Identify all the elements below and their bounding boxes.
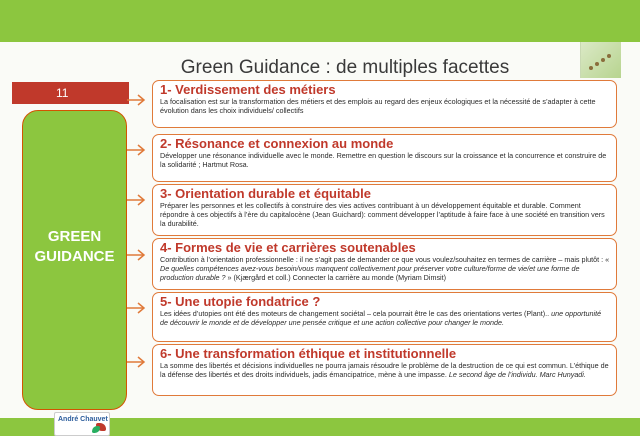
card-title: 3- Orientation durable et équitable [160, 186, 371, 201]
corner-decoration-image [580, 42, 621, 78]
card-text: Préparer les personnes et les collectifs à construire des vies actives contribuant à un développement équitable et durable. Comment répondre à ces objectifs à l’ère du capitalocène (Jean Guichard): comment développer l’aptitude à faire face à une société en transition vers la durabilité. [160, 201, 605, 228]
card-title: 6- Une transformation éthique et institutionnelle [160, 346, 457, 361]
card-orientation-durable [152, 184, 617, 236]
logo-text: André Chauvet [58, 416, 108, 423]
card-title: 2- Résonance et connexion au monde [160, 136, 394, 151]
card-title: 4- Formes de vie et carrières soutenables [160, 240, 416, 255]
arrow-right-icon [125, 92, 149, 108]
arrow-right-icon [125, 300, 149, 316]
arrow-right-icon [125, 192, 149, 208]
card-text: Développer une résonance individuelle avec le monde. Remettre en question le discours sur la croissance et la concurrence et construire de la solidarité ; Hartmut Rosa. [160, 151, 607, 169]
slide-title: Green Guidance : de multiples facettes [180, 57, 510, 78]
arrow-right-icon [125, 354, 149, 370]
slide-number: 11 [12, 82, 129, 104]
green-guidance-panel [22, 110, 127, 423]
author-logo [54, 412, 110, 436]
arrow-right-icon [125, 247, 149, 263]
card-resonance [152, 134, 617, 182]
card-text: Les idées d’utopies ont été des moteurs de changement sociétal – cela pourrait être le cas des orientations vertes (Plant).. une opportunité de découvrir le monde et de développer une pensée critique et une action collective pour changer le monde. [160, 309, 602, 327]
card-text: La focalisation est sur la transformation des métiers et des emplois au regard des enjeux écologiques et la nécessité de s’adapter à cette évolution dans les choix individuels/ collectifs [160, 97, 596, 115]
card-title: 1- Verdissement des métiers [160, 82, 336, 97]
card-utopie [152, 292, 617, 342]
card-title: 5- Une utopie fondatrice ? [160, 294, 321, 309]
card-text: La somme des libertés et décisions individuelles ne pourra jamais résoudre le problème de la destruction de ce qui est commun. L’éthique de la défense des libertés et des droits individuels, jadis émancipatrice, mène à une impasse. Le second âge de l’individu. Marc Hunyadi. [160, 361, 609, 379]
card-text: Contribution à l’orientation professionnelle : il ne s’agit pas de demander ce que vous voulez/souhaitez en termes de carrière – mais plutôt : « De quelles compétences avez-vous besoin/vous manquent collectivement pour préserver votre culture/forme de vie/et une forme de production durable ? » (Kjærgård et coll.) Connecter la carrière au monde (Myriam Dimsit) [160, 255, 610, 282]
slide [0, 42, 640, 423]
card-transformation-ethique [152, 344, 617, 396]
arrow-right-icon [125, 142, 149, 158]
card-verdissement [152, 80, 617, 128]
card-formes-de-vie [152, 238, 617, 290]
panel-label: GREEN GUIDANCE [34, 228, 115, 265]
